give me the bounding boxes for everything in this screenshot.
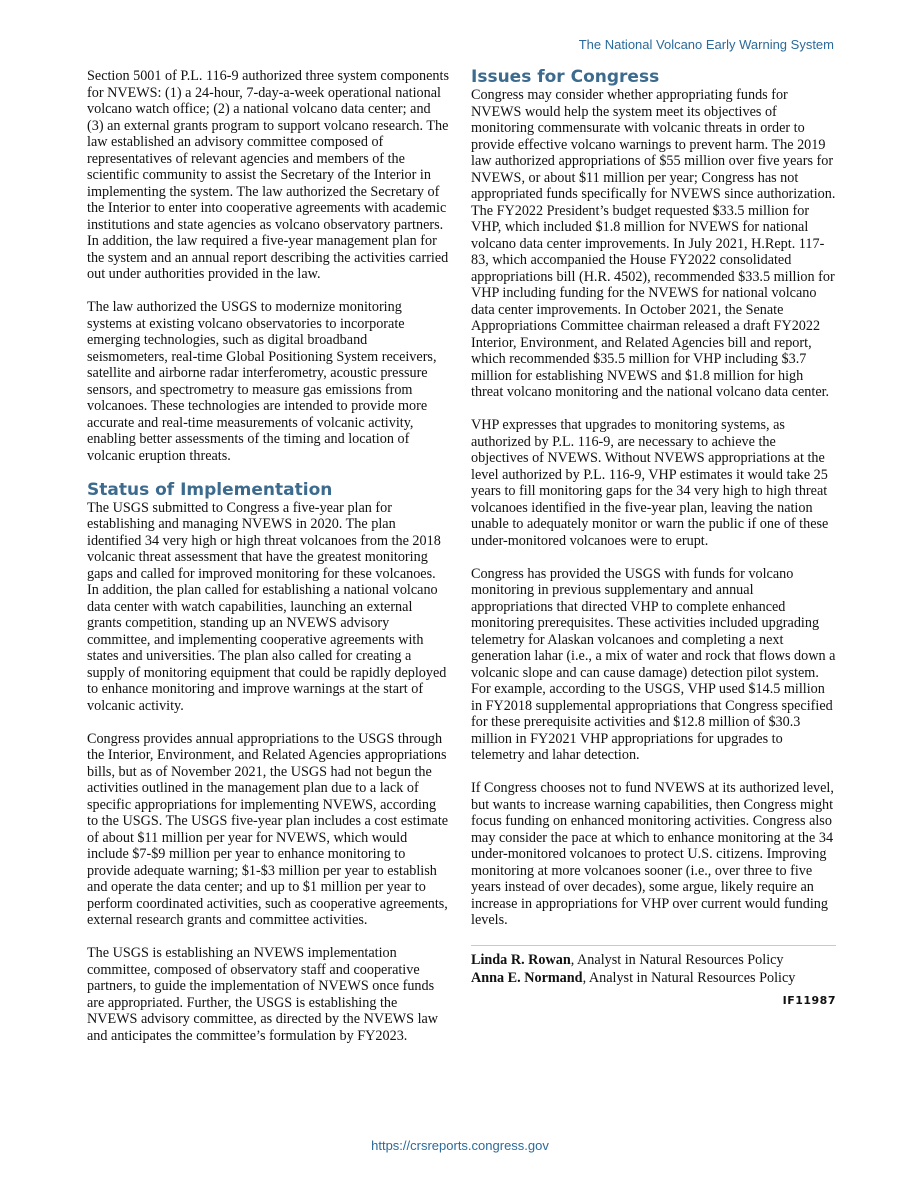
left-column — [87, 68, 449, 1061]
author-name: Anna E. Normand — [471, 970, 583, 986]
paragraph: The USGS submitted to Congress a five-year plan for establishing and managing NVEWS in 2020. The plan identified 34 very high or high threat volcanoes from the 2018 volcanic threat assessment that have the greatest monitoring gaps and called for improved monitoring for these volcanoes. In addition, the plan called for establishing a national volcano data center with watch capabilities, launching an external grants competition, standing up an NVEWS advisory committee, and implementing cooperative agreements with states and universities. The plan also called for creating a supply of monitoring equipment that could be rapidly deployed to enhance monitoring and improve warnings at the start of volcanic activity. — [87, 499, 447, 714]
author-title: , Analyst in Natural Resources Policy — [570, 952, 784, 968]
author-line — [471, 969, 836, 987]
right-column — [471, 68, 836, 1010]
paragraph: The law authorized the USGS to modernize monitoring systems at existing volcano observatories to incorporate emerging technologies, such as digital broadband seismometers, real-time Global Positioning System receivers, satellite and airborne radar interferometry, acoustic pressure sensors, and spectrometry to measure gas emissions from volcanoes. These technologies are intended to provide more accurate and real-time measurements of volcanic activity, enabling better assessments of the timing and location of volcanic eruption threats. — [87, 299, 437, 464]
footer-link[interactable]: https://crsreports.congress.gov — [371, 1138, 549, 1153]
paragraph: VHP expresses that upgrades to monitoring systems, as authorized by P.L. 116-9, are necessary to achieve the objectives of NVEWS. Without NVEWS appropriations at the level authorized by P.L. 116-9, VHP estimates it would take 25 years to fill monitoring gaps for the 34 very high to high threat volcanoes identified in the five-year plan, leaving the nation unable to adequately monitor or warn the public if one of these under-monitored volcanoes were to erupt. — [471, 417, 829, 549]
paragraph: Congress provides annual appropriations to the USGS through the Interior, Environment, and Related Agencies appropriations bills, but as of November 2021, the USGS had not begun the activities outlined in the management plan due to a lack of specific appropriations for implementing NVEWS, according to the USGS. The USGS five-year plan includes a cost estimate of about $11 million per year for NVEWS, which would include $7-$9 million per year to enhance monitoring to provide adequate warning; $1-$3 million per year to establish and operate the data center; and up to $1 million per year to perform coordinated activities, such as cooperative agreements, external research grants and committee activities. — [87, 730, 449, 928]
section-heading: Issues for Congress — [471, 67, 660, 87]
report-id: IF11987 — [782, 994, 836, 1007]
author-name: Linda R. Rowan — [471, 952, 571, 968]
paragraph: Congress has provided the USGS with funds for volcano monitoring in previous supplementary and annual appropriations that directed VHP to complete enhanced monitoring prerequisites. These activities included upgrading telemetry for Alaskan volcanoes and completing a next generation lahar (i.e., a mix of water and rock that flows down a volcanic slope and can cause damage) detection pilot system. For example, according to the USGS, VHP used $14.5 million in FY2018 supplemental appropriations that Congress specified for these prerequisite activities and $12.8 million of $30.3 million in FY2021 VHP appropriations for upgrades to telemetry and lahar detection. — [471, 565, 836, 763]
paragraph: The USGS is establishing an NVEWS implementation committee, composed of observatory staff and cooperative partners, to guide the implementation of NVEWS once funds are appropriated. Further, the USGS is establishing the NVEWS advisory committee, as directed by the NVEWS law and anticipates the committee’s formulation by FY2023. — [87, 945, 439, 1044]
author-line — [471, 951, 836, 969]
paragraph: Section 5001 of P.L. 116-9 authorized three system components for NVEWS: (1) a 24-hour, 7-day-a-week operational national volcano watch office; (2) a national volcano data center; and (3) an external grants program to support volcano research. The law established an advisory committee composed of representatives of relevant agencies and members of the scientific community to assist the Secretary of the Interior in implementing the system. The law authorized the Secretary of the Interior to enter into cooperative agreements with academic institutions and state agencies as volcano observatory partners. In addition, the law required a five-year management plan for the system and an annual report describing the activities carried out under authorities provided in the law. — [87, 68, 449, 282]
running-header: The National Volcano Early Warning System — [578, 37, 834, 52]
section-heading: Status of Implementation — [87, 479, 333, 500]
divider — [471, 945, 836, 946]
author-title: , Analyst in Natural Resources Policy — [582, 970, 796, 986]
paragraph: Congress may consider whether appropriating funds for NVEWS would help the system meet its objectives of monitoring commensurate with volcanic threats in order to provide effective volcano warnings to prevent harm. The 2019 law authorized appropriations of $55 million over five years for NVEWS, or about $11 million per year; Congress has not appropriated funds specifically for NVEWS since authorization. The FY2022 President’s budget requested $33.5 million for VHP, which included $1.8 million for NVEWS for national volcano data center improvements. In July 2021, H.Rept. 117-83, which accompanied the House FY2022 consolidated appropriations bill (H.R. 4502), recommended $33.5 million for VHP including funding for the NVEWS for national volcano data center improvements. In October 2021, the Senate Appropriations Committee chairman released a draft FY2022 Interior, Environment, and Related Agencies bill and report, which recommended $35.5 million for VHP including $3.7 million for establishing NVEWS and $1.8 million for high threat volcano monitoring and the national volcano data center. — [471, 87, 836, 400]
paragraph: If Congress chooses not to fund NVEWS at its authorized level, but wants to increase warning capabilities, then Congress might focus funding on enhanced monitoring activities. Congress also may consider the pace at which to enhance monitoring at the 34 under-monitored volcanoes to protect U.S. citizens. Improving monitoring at more volcanoes sooner (i.e., over three to five years instead of over decades), some argue, likely require an increase in appropriations for VHP over current would funding levels. — [471, 780, 834, 928]
